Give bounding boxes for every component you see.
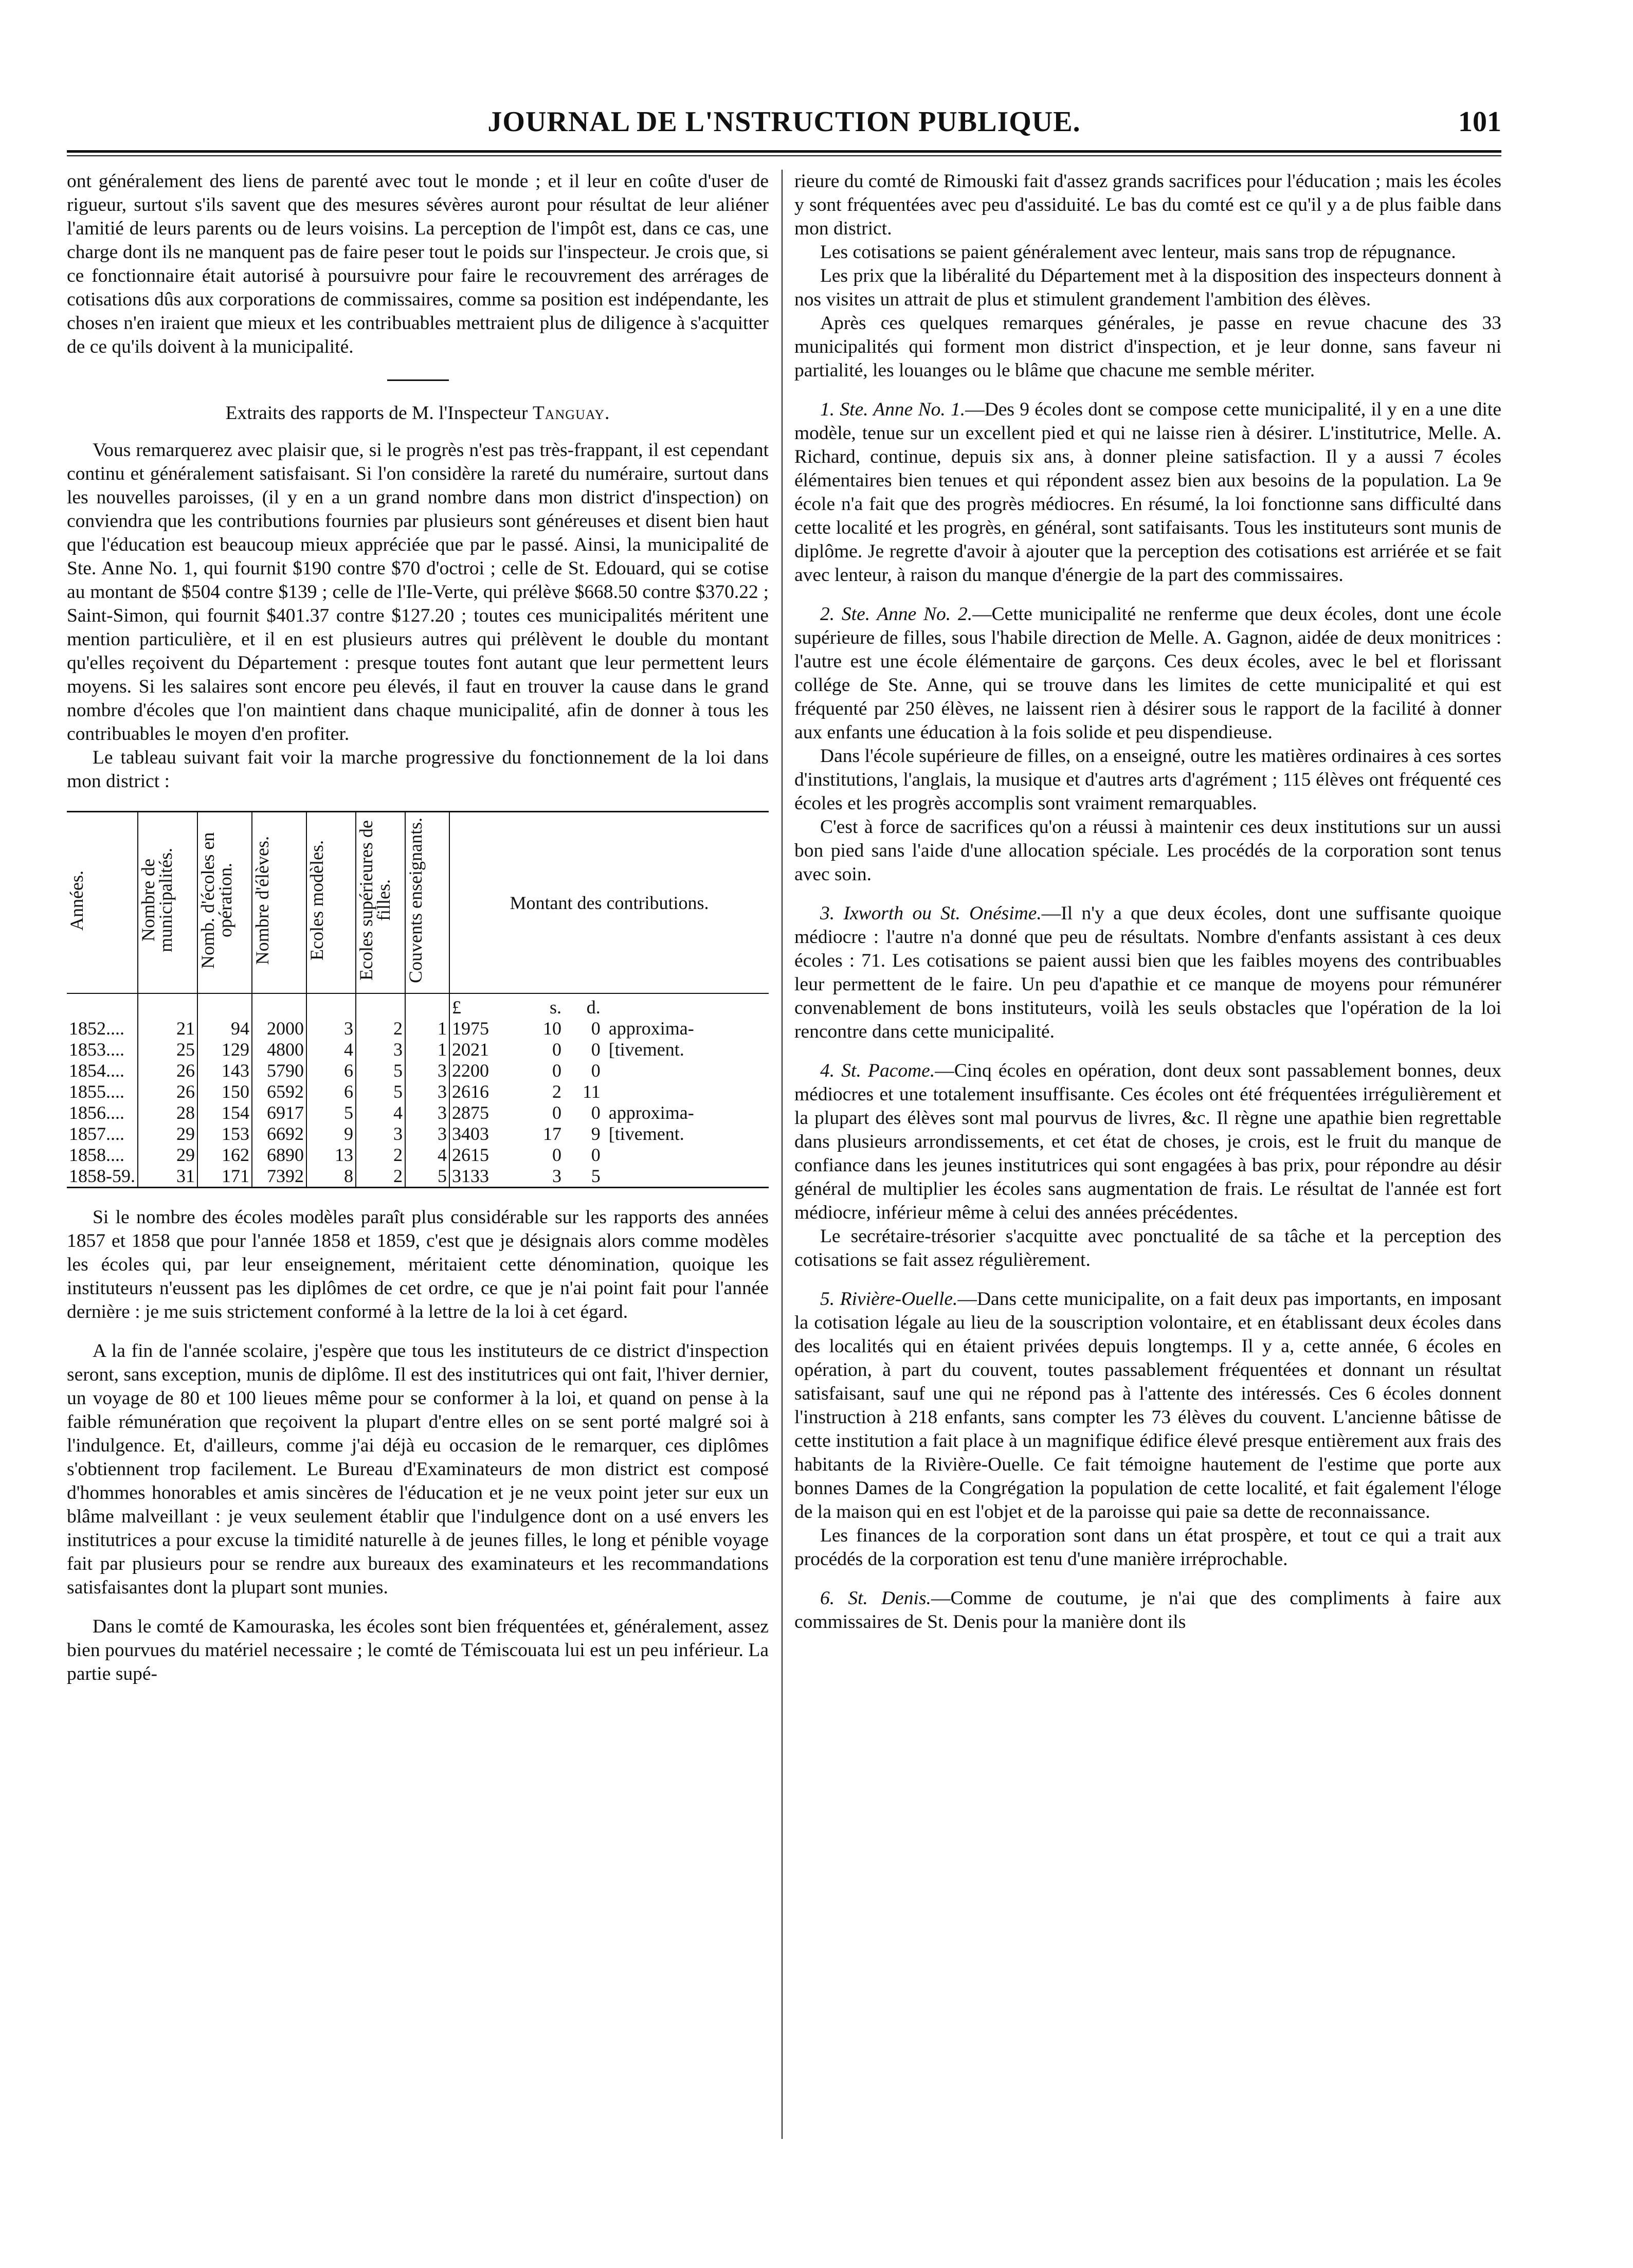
table-cell-pounds: 2616	[449, 1081, 523, 1102]
table-cell-sup: 2	[356, 1166, 405, 1188]
table-cell-munic: 29	[138, 1123, 197, 1145]
unit-pence: d.	[586, 997, 601, 1018]
table-row	[67, 1145, 769, 1166]
table-cell-pence: 0	[591, 1039, 601, 1060]
table-row	[67, 1018, 769, 1039]
table-cell-munic: 26	[138, 1081, 197, 1102]
municipality-heading: 5. Rivière-Ouelle.	[820, 1289, 958, 1310]
table-cell-sup: 2	[356, 1145, 405, 1166]
table-cell-year: 1857....	[69, 1123, 124, 1144]
table-cell-modeles: 4	[306, 1039, 356, 1060]
page-header	[67, 105, 1501, 141]
statistics-table	[67, 811, 769, 1188]
table-cell-pence: 0	[591, 1060, 601, 1081]
municipality-heading: 6. St. Denis.	[820, 1588, 931, 1609]
table-cell-note	[603, 1166, 769, 1188]
header-rule-thin	[67, 155, 1501, 156]
table-cell-sup: 3	[356, 1123, 405, 1145]
table-cell-modeles: 3	[306, 1018, 356, 1039]
table-cell-sup: 3	[356, 1039, 405, 1060]
table-cell-pounds: 3403	[449, 1123, 523, 1145]
paragraph: ont généralement des liens de parenté avec tout le monde ; et il leur en coûte d'user de rigueur, surtout s'ils savent que des mesures sévères auront pour résultat de leur aliéner l'amitié de leurs parents ou de leurs voisins. La perception de l'impôt est, dans ce cas, une charge dont ils ne manquent pas de faire peser tout le poids sur l'inspecteur. Je crois que, si ce fonctionnaire était autorisé à poursuivre pour faire le recouvrement des arrérages de cotisations dûs aux corporations de commissaires, comme sa position est indépendante, les choses n'en iraient que mieux et les contribuables mettraient plus de diligence à s'acquitter de ce qu'ils doivent à la municipalité.	[67, 171, 769, 357]
table-cell-year: 1858....	[69, 1145, 124, 1165]
municipality-entry: 4. St. Pacome.—Cinq écoles en opération, dont deux sont passablement bonnes, deux médiocres et une totalement insuffisante. Ces écoles ont été fréquentées irrégulièrement et la plupart des élèves sont mal pourvus de livres, &c. Il règne une apathie bien regrettable dans plusieurs arrondissements, et cet état de choses, je crois, est le fruit du manque de confiance dans les jeunes institutrices qui sont engagées à bas prix, pour répondre au désir général de multiplier les écoles sans augmentation de frais. Le résultat de l'année est fort médiocre, inférieur même à celui des années précédentes.	[794, 1060, 1501, 1223]
table-cell-couv: 3	[405, 1060, 449, 1081]
table-row	[67, 1123, 769, 1145]
table-cell-pence: 5	[591, 1166, 601, 1186]
table-cell-munic: 29	[138, 1145, 197, 1166]
table-cell-shillings: 3	[552, 1166, 562, 1186]
table-cell-pounds: 2875	[449, 1102, 523, 1123]
table-cell-ecoles: 162	[197, 1145, 252, 1166]
journal-title: JOURNAL DE L'NSTRUCTION PUBLIQUE.	[487, 106, 1081, 138]
municipality-entry: 2. Ste. Anne No. 2.—Cette municipalité ne renferme que deux écoles, dont une école supérieure de filles, sous l'habile direction de Melle. A. Gagnon, aidée de deux monitrices : l'autre est une école élémentaire de garçons. Ces deux écoles, avec le bel et florissant collége de Ste. Anne, qui se trouve dans les limites de cette municipalité et qui est fréquenté par 250 élèves, ne laissent rien à désirer sous le rapport de la facilité à donner aux enfants une éducation à la fois solide et peu dispendieuse.	[794, 604, 1501, 743]
table-cell-munic: 25	[138, 1039, 197, 1060]
paragraph: rieure du comté de Rimouski fait d'assez grands sacrifices pour l'éducation ; mais les écoles y sont fréquentées avec peu d'assiduité. Le bas du comté est ce qu'il y a de plus faible dans mon district.	[794, 171, 1501, 239]
paragraph: Le secrétaire-trésorier s'acquitte avec ponctualité de sa tâche et la perception des cotisations se fait assez régulièrement.	[794, 1226, 1501, 1271]
right-column	[794, 170, 1501, 1634]
table-cell-eleves: 6692	[252, 1123, 306, 1145]
paragraph: C'est à force de sacrifices qu'on a réussi à maintenir ces deux institutions sur un aussi bon pied sans l'aide d'une allocation spéciale. Les procédés de la corporation sont tenus avec soin.	[794, 817, 1501, 885]
table-cell-sup: 4	[356, 1102, 405, 1123]
table-cell-modeles: 6	[306, 1081, 356, 1102]
paragraph: Après ces quelques remarques générales, je passe en revue chacune des 33 municipalités qui forment mon district d'inspection, et je leur donne, sans faveur ni partialité, les louanges ou le blâme que chacune me semble mériter.	[794, 313, 1501, 381]
table-cell-pence: 11	[583, 1081, 601, 1102]
table-cell-modeles: 8	[306, 1166, 356, 1188]
table-cell-shillings: 10	[543, 1018, 562, 1039]
table-cell-eleves: 2000	[252, 1018, 306, 1039]
municipality-heading: 1. Ste. Anne No. 1.	[820, 399, 966, 420]
table-cell-shillings: 0	[552, 1102, 562, 1123]
table-cell-note: [tivement.	[608, 1039, 684, 1060]
table-cell-couv: 4	[405, 1145, 449, 1166]
table-cell-eleves: 6917	[252, 1102, 306, 1123]
table-cell-pounds: 2200	[449, 1060, 523, 1081]
table-cell-modeles: 6	[306, 1060, 356, 1081]
municipality-heading: 2. Ste. Anne No. 2.	[820, 604, 973, 625]
table-cell-ecoles: 154	[197, 1102, 252, 1123]
table-cell-pence: 0	[591, 1018, 601, 1039]
column-header: Nombre de municipalités.	[138, 812, 197, 993]
table-row	[67, 1039, 769, 1060]
paragraph: Vous remarquerez avec plaisir que, si le progrès n'est pas très-frappant, il est cependant continu et généralement satisfaisant. Si l'on considère la rareté du numéraire, surtout dans les nouvelles paroisses, (il y en a un grand nombre dans mon district d'inspection) on conviendra que les contributions fournies par plusieurs sont généreuses et disent bien haut que l'éducation est beaucoup mieux appréciée que par le passé. Ainsi, la municipalité de Ste. Anne No. 1, qui fournit $190 contre $70 d'octroi ; celle de St. Edouard, qui se cotise au montant de $504 contre $139 ; celle de l'Ile-Verte, qui prélève $668.50 contre $370.22 ; Saint-Simon, qui fournit $401.37 contre $127.20 ; toutes ces municipalités méritent une mention particulière, et il en est plusieurs autres qui prélèvent le double du montant qu'elles reçoivent du Département : presque toutes font autant que leur permettent leurs moyens. Si les salaires sont encore peu élevés, il faut en trouver la cause dans le grand nombre d'écoles que l'on maintient dans chaque municipalité, afin de donner à tous les contribuables le moyen d'en profiter.	[67, 440, 769, 745]
column-header: Années.	[66, 870, 87, 931]
table-cell-sup: 2	[356, 1018, 405, 1039]
municipality-heading: 3. Ixworth ou St. Onésime.	[820, 903, 1042, 924]
table-cell-munic: 21	[138, 1018, 197, 1039]
paragraph: Dans le comté de Kamouraska, les écoles sont bien fréquentées et, généralement, assez bien pourvues du matériel necessaire ; le comté de Témiscouata lui est un peu inférieur. La partie supé-	[67, 1616, 769, 1684]
table-cell-shillings: 17	[543, 1123, 562, 1144]
paragraph: Le tableau suivant fait voir la marche progressive du fonctionnement de la loi dans mon district :	[67, 747, 769, 792]
municipality-heading: 4. St. Pacome.	[820, 1060, 935, 1081]
table-cell-ecoles: 150	[197, 1081, 252, 1102]
municipality-entry: 1. Ste. Anne No. 1.—Des 9 écoles dont se compose cette municipalité, il y en a une dite modèle, tenue sur un excellent pied et qui ne laisse rien à désirer. L'institutrice, Melle. A. Richard, continue, depuis six ans, à donner pleine satisfaction. Il y a aussi 7 écoles élémentaires bien tenues et qui répondent assez bien aux besoins de la population. La 9e école n'a fait que des progrès médiocres. En résumé, la loi fonctionne sans difficulté dans cette localité et les progrès, en général, sont satifaisants. Tous les instituteurs sont munis de diplôme. Je regrette d'avoir à ajouter que la perception des cotisations est arriérée et se fait avec lenteur, à raison du manque d'énergie de la part des commissaires.	[794, 399, 1501, 586]
table-row	[67, 1102, 769, 1123]
section-title-prefix: Extraits des rapports de M. l'Inspecteur	[225, 403, 528, 424]
table-cell-pounds: 3133	[449, 1166, 523, 1188]
municipality-entry: 5. Rivière-Ouelle.—Dans cette municipalite, on a fait deux pas importants, en imposant la cotisation légale au lieu de la souscription volontaire, et en établissant deux écoles dans des localités qui en étaient privées depuis longtemps. Il y a, cette année, 6 écoles en opération, à part du couvent, toutes passablement fréquentées et donnant un résultat satisfaisant, sauf une qui ne répond pas à l'attente des intéressés. Ces 6 écoles donnent l'instruction à 218 enfants, sans compter les 73 élèves du couvent. L'ancienne bâtisse de cette institution a fait place à un magnifique édifice élevé presque entièrement aux frais des habitants de la Rivière-Ouelle. Ce fait témoigne hautement de l'estime que porte aux bonnes Dames de la Congrégation la population de cette localité, et fait également l'éloge de la maison qui en est l'objet et de la paroisse qui paie sa dette de reconnaissance.	[794, 1289, 1501, 1522]
unit-pounds: £	[449, 994, 523, 1018]
table-cell-couv: 3	[405, 1102, 449, 1123]
table-cell-modeles: 5	[306, 1102, 356, 1123]
section-title	[67, 402, 769, 425]
table-row	[67, 1060, 769, 1081]
table-cell-shillings: 0	[552, 1039, 562, 1060]
table-cell-year: 1854....	[69, 1060, 124, 1081]
table-cell-ecoles: 153	[197, 1123, 252, 1145]
table-cell-sup: 5	[356, 1081, 405, 1102]
paragraph: Les cotisations se paient généralement avec lenteur, mais sans trop de répugnance.	[820, 242, 1456, 263]
municipality-entry: 6. St. Denis.—Comme de coutume, je n'ai que des compliments à faire aux commissaires de St. Denis pour la manière dont ils	[794, 1588, 1501, 1632]
municipality-entry: 3. Ixworth ou St. Onésime.—Il n'y a que deux écoles, dont une suffisante quoique médiocre : l'autre n'a donné que peu de résultats. Nombre d'enfants assistant à ces deux écoles : 71. Les cotisations se paient aussi bien que les faibles moyens des contribuables leur permettent de le faire. Un peu d'apathie et ce manque de moyens pour rémunérer convenablement de bons instituteurs, voilà les seuls obstacles que l'opération de la loi rencontre dans cette municipalité.	[794, 903, 1501, 1042]
column-header: Montant des contributions.	[449, 812, 769, 993]
table-cell-modeles: 13	[306, 1145, 356, 1166]
table-cell-note: approxima-	[608, 1102, 694, 1123]
table-cell-eleves: 4800	[252, 1039, 306, 1060]
column-header: Nombre d'élèves.	[252, 812, 306, 993]
column-header: Nomb. d'écoles en opération.	[197, 812, 252, 993]
table-cell-munic: 28	[138, 1102, 197, 1123]
unit-shillings: s.	[550, 997, 562, 1018]
section-separator	[387, 379, 449, 381]
column-header: Ecoles modèles.	[306, 812, 356, 993]
table-cell-pence: 9	[591, 1123, 601, 1144]
column-header: Ecoles supérieures de filles.	[356, 812, 405, 993]
table-row	[67, 1081, 769, 1102]
paragraph: Si le nombre des écoles modèles paraît plus considérable sur les rapports des années 1857 et 1858 que pour l'année 1858 et 1859, c'est que je désignais alors comme modèles les écoles qui, par leur enseignement, méritaient cette dénomination, quoique les instituteurs n'eussent pas les diplômes de cet ordre, ce que je n'ai point fait pour l'année dernière : je me suis strictement conformé à la lettre de la loi à cet égard.	[67, 1207, 769, 1322]
table-cell-couv: 3	[405, 1123, 449, 1145]
table-cell-pence: 0	[591, 1102, 601, 1123]
table-cell-note	[603, 1060, 769, 1081]
table-cell-pounds: 1975	[449, 1018, 523, 1039]
table-cell-note	[603, 1145, 769, 1166]
table-cell-eleves: 5790	[252, 1060, 306, 1081]
table-cell-ecoles: 94	[197, 1018, 252, 1039]
table-cell-eleves: 6592	[252, 1081, 306, 1102]
table-row	[67, 1166, 769, 1188]
left-column	[67, 170, 769, 1686]
table-cell-pounds: 2615	[449, 1145, 523, 1166]
table-cell-shillings: 2	[552, 1081, 562, 1102]
table-cell-couv: 5	[405, 1166, 449, 1188]
inspector-name: Tanguay.	[532, 403, 610, 424]
table-cell-sup: 5	[356, 1060, 405, 1081]
table-cell-eleves: 7392	[252, 1166, 306, 1188]
table-cell-year: 1858-59.	[69, 1166, 135, 1186]
table-cell-year: 1853....	[69, 1039, 124, 1060]
column-divider	[782, 170, 783, 2139]
table-cell-pounds: 2021	[449, 1039, 523, 1060]
table-cell-eleves: 6890	[252, 1145, 306, 1166]
table-cell-ecoles: 171	[197, 1166, 252, 1188]
table-cell-note: approxima-	[608, 1018, 694, 1039]
table-cell-munic: 26	[138, 1060, 197, 1081]
paragraph: Les prix que la libéralité du Département met à la disposition des inspecteurs donnent à nos visites un attrait de plus et stimulent grandement l'ambition des élèves.	[794, 265, 1501, 310]
column-header: Couvents enseignants.	[405, 812, 449, 993]
units-row	[67, 994, 769, 1018]
table-cell-munic: 31	[138, 1166, 197, 1188]
table-header-row	[67, 812, 769, 993]
table-cell-year: 1855....	[69, 1081, 124, 1102]
paragraph: A la fin de l'année scolaire, j'espère que tous les instituteurs de ce district d'inspection seront, sans exception, munis de diplôme. Il est des institutrices qui ont fait, l'hiver dernier, un voyage de 80 et 100 lieues même pour se conformer à la loi, et quand on pense à la faible rémunération que reçoivent la plupart d'entre elles on se sent porté malgré soi à l'indulgence. Et, d'ailleurs, comme j'ai déjà eu occasion de le remarquer, ces diplômes s'obtiennent trop facilement. Le Bureau d'Examinateurs de mon district est composé d'hommes honorables et amis sincères de l'éducation et je ne veux point jeter sur eux un blâme malveillant : je veux seulement établir que l'indulgence dont on a usé envers les institutrices a pour excuse la timidité naturelle à de jeunes filles, le long et pénible voyage fait par plusieurs pour se rendre aux bureaux des examinateurs et les recommandations satisfaisantes dont la plupart sont munies.	[67, 1340, 769, 1598]
table-cell-couv: 3	[405, 1081, 449, 1102]
table-cell-couv: 1	[405, 1039, 449, 1060]
paragraph: Dans l'école supérieure de filles, on a enseigné, outre les matières ordinaires à ces sortes d'institutions, l'anglais, la musique et d'autres arts d'agrément ; 115 élèves ont fréquenté ces écoles et les progrès accomplis sont vraiment remarquables.	[794, 746, 1501, 814]
table-cell-ecoles: 129	[197, 1039, 252, 1060]
header-rule	[67, 150, 1501, 153]
table-cell-year: 1852....	[69, 1018, 124, 1039]
table-cell-year: 1856....	[69, 1102, 124, 1123]
table-cell-ecoles: 143	[197, 1060, 252, 1081]
table-cell-note: [tivement.	[608, 1123, 684, 1144]
table-cell-note	[603, 1081, 769, 1102]
paragraph: Les finances de la corporation sont dans un état prospère, et tout ce qui a trait aux procédés de la corporation est tenu d'une manière irréprochable.	[794, 1525, 1501, 1570]
table-cell-couv: 1	[405, 1018, 449, 1039]
table-cell-pence: 0	[591, 1145, 601, 1165]
table-cell-shillings: 0	[552, 1060, 562, 1081]
table-cell-shillings: 0	[552, 1145, 562, 1165]
page-number: 101	[1458, 106, 1501, 138]
table-cell-modeles: 9	[306, 1123, 356, 1145]
